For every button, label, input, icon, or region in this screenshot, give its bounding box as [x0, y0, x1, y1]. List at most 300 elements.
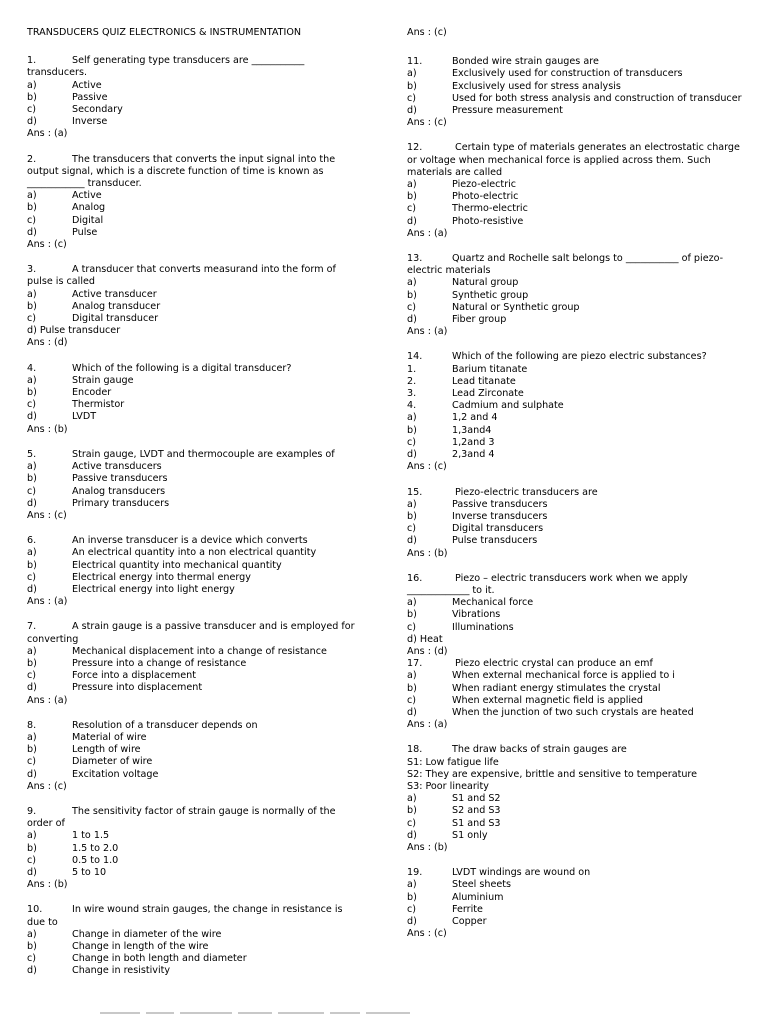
answer: Ans : (d): [407, 645, 448, 657]
option-text: Synthetic group: [452, 289, 529, 301]
question-number: 2.: [27, 153, 37, 165]
question-stem: [407, 351, 742, 363]
option-text: Excitation voltage: [72, 768, 159, 780]
option-label: b): [27, 941, 37, 952]
option: [27, 584, 359, 596]
question-stem: [27, 806, 359, 830]
option-label: d): [407, 314, 417, 326]
option: [27, 325, 359, 337]
answer: Ans : (c): [407, 928, 447, 940]
option-text: Ferrite: [452, 903, 483, 915]
option-label: d): [407, 829, 417, 841]
option: [407, 388, 742, 400]
question-number: 10.: [27, 904, 43, 916]
option-text: d) Heat: [407, 633, 443, 645]
answer: Ans : (d): [27, 337, 68, 349]
option: [407, 81, 742, 93]
option: [407, 879, 742, 891]
option-text: S3: Poor linearity: [407, 780, 489, 792]
question-text: Bonded wire strain gauges are: [452, 56, 599, 68]
option-label: a): [27, 288, 37, 300]
option: [27, 843, 359, 855]
option-text: Digital: [72, 214, 104, 226]
option-label: c): [407, 92, 417, 104]
option-label: c): [27, 571, 37, 583]
answer: Ans : (a): [407, 326, 448, 338]
question-text: An inverse transducer is a device which converts: [72, 535, 308, 547]
option-text: 0.5 to 1.0: [72, 854, 119, 866]
question-number: 5.: [27, 448, 37, 460]
option: [407, 511, 742, 523]
option: [407, 695, 742, 707]
option: [27, 80, 359, 92]
option-text: When external mechanical force is applied to i: [452, 670, 675, 682]
option: [407, 412, 742, 424]
question-number: 1.: [27, 55, 37, 67]
option: [407, 683, 742, 695]
option: [407, 314, 742, 326]
option: [27, 646, 359, 658]
option: [27, 756, 359, 768]
question-8: [27, 720, 359, 793]
question-stem: [407, 573, 742, 597]
answer: Ans : (b): [407, 547, 448, 559]
option-label: a): [407, 670, 417, 682]
answer: Ans : (a): [27, 694, 68, 706]
option-label: b): [407, 682, 417, 694]
option: [407, 277, 742, 289]
option-label: a): [407, 498, 417, 510]
option-label: b): [407, 289, 417, 301]
option: [407, 830, 742, 842]
option: [407, 818, 742, 830]
option-text: Inverse transducers: [452, 510, 548, 522]
option-text: 5 to 10: [72, 866, 107, 878]
option: [27, 744, 359, 756]
option: [407, 364, 742, 376]
option: [407, 892, 742, 904]
option: [407, 179, 742, 191]
question-number: 17.: [407, 658, 423, 670]
option: [27, 215, 359, 227]
option-label: a): [407, 793, 417, 805]
right-column: [407, 27, 742, 953]
option: [407, 904, 742, 916]
option-text: Analog transducers: [72, 485, 166, 497]
option-label: b): [407, 80, 417, 92]
option-label: a): [27, 547, 37, 559]
question-stem: [27, 264, 359, 288]
option-label: a): [27, 928, 37, 940]
question-19: [407, 867, 742, 940]
question-text: Piezo electric crystal can produce an emf: [452, 658, 653, 670]
option: [407, 425, 742, 437]
option: [27, 399, 359, 411]
option-label: d): [407, 706, 417, 718]
option-label: 1.: [407, 363, 417, 375]
document-title: TRANSDUCERS QUIZ ELECTRONICS & INSTRUMENTATION: [27, 27, 302, 38]
question-14: [407, 351, 742, 473]
option: [407, 622, 742, 634]
option-label: b): [27, 657, 37, 669]
option-text: An electrical quantity into a non electrical quantity: [72, 547, 317, 559]
option-text: Photo-resistive: [452, 215, 524, 227]
option-label: c): [27, 399, 37, 411]
option-label: c): [407, 817, 417, 829]
option: [27, 953, 359, 965]
option-label: c): [407, 621, 417, 633]
question-text: The transducers that converts the input signal into the output signal, which is a discrete function of time is known as ____________ transducer.: [27, 153, 336, 190]
option-text: Piezo-electric: [452, 179, 517, 191]
option-label: d): [407, 215, 417, 227]
option-label: a): [407, 277, 417, 289]
option-text: Passive transducers: [72, 473, 168, 485]
question-stem: [27, 55, 359, 79]
option-label: c): [27, 313, 37, 325]
option-label: c): [407, 436, 417, 448]
question-stem: [407, 487, 742, 499]
option-text: Vibrations: [452, 609, 501, 621]
option-text: Copper: [452, 916, 487, 927]
option: [27, 289, 359, 301]
option-text: Primary transducers: [72, 497, 170, 509]
question-text: The sensitivity factor of strain gauge is normally of the order of: [27, 805, 336, 830]
option: [27, 227, 359, 239]
option: [27, 301, 359, 313]
option-label: c): [27, 854, 37, 866]
option-text: Passive: [72, 91, 108, 103]
footer-faded-text: [100, 1012, 440, 1020]
option: [27, 190, 359, 202]
question-1: [27, 55, 359, 140]
option-label: b): [407, 609, 417, 621]
option-text: Secondary: [72, 104, 123, 116]
option: [27, 572, 359, 584]
question-5: [27, 449, 359, 522]
option-label: d): [27, 768, 37, 780]
option-text: Lead Zirconate: [452, 388, 524, 400]
option-label: d): [27, 116, 37, 128]
question-4: [27, 363, 359, 436]
question-stem: [27, 449, 359, 461]
answer: Ans : (c): [27, 780, 67, 792]
question-18: [407, 744, 742, 854]
option-text: Exclusively used for construction of transducers: [452, 68, 683, 80]
option-label: a): [407, 879, 417, 891]
option-text: Barium titanate: [452, 363, 528, 375]
option: [27, 498, 359, 510]
option-label: 3.: [407, 388, 417, 400]
option-label: c): [407, 523, 417, 535]
answer: Ans : (a): [27, 596, 68, 608]
option-label: c): [27, 485, 37, 497]
option-text: Digital transducers: [452, 523, 544, 535]
option: [27, 867, 359, 879]
option-text: S1 only: [452, 829, 488, 841]
option-label: a): [27, 645, 37, 657]
option: [27, 670, 359, 682]
question-stem: [407, 56, 742, 68]
option-label: b): [27, 842, 37, 854]
option-label: d): [407, 449, 417, 461]
option-text: 1,3and4: [452, 424, 492, 436]
question-number: 6.: [27, 535, 37, 547]
question-text: Which of the following is a digital transducer?: [72, 362, 292, 374]
answer: Ans : (a): [407, 227, 448, 239]
option-text: Length of wire: [72, 744, 141, 756]
option-text: Force into a displacement: [72, 670, 197, 682]
option-label: d): [407, 105, 417, 117]
option-label: d): [407, 535, 417, 547]
option-text: Exclusively used for stress analysis: [452, 80, 621, 92]
answer: Ans : (c): [27, 239, 67, 251]
question-number: 4.: [27, 362, 37, 374]
option-text: Diameter of wire: [72, 756, 153, 768]
option-label: d): [27, 866, 37, 878]
question-number: 13.: [407, 253, 423, 265]
option-label: d): [27, 583, 37, 595]
option: [27, 411, 359, 423]
option: [407, 68, 742, 80]
option-label: d): [27, 411, 37, 423]
option: [407, 400, 742, 412]
option-text: Change in both length and diameter: [72, 953, 247, 965]
option-label: a): [407, 597, 417, 609]
option-text: Change in diameter of the wire: [72, 928, 222, 940]
option: [27, 547, 359, 559]
option-text: Electrical energy into thermal energy: [72, 571, 251, 583]
option-text: S2: They are expensive, brittle and sensitive to temperature: [407, 768, 698, 780]
option-label: c): [27, 756, 37, 768]
option-text: When the junction of two such crystals are heated: [452, 706, 694, 718]
option: [27, 387, 359, 399]
option-text: S1 and S3: [452, 817, 501, 829]
option-text: 1.5 to 2.0: [72, 842, 119, 854]
option-text: When external magnetic field is applied: [452, 694, 644, 706]
option-text: 1,2 and 4: [452, 412, 498, 424]
option-text: 1,2and 3: [452, 436, 495, 448]
question-6: [27, 535, 359, 608]
option-label: d): [27, 682, 37, 694]
option: [27, 658, 359, 670]
option-label: a): [27, 79, 37, 91]
option: [27, 941, 359, 953]
question-text: Strain gauge, LVDT and thermocouple are examples of: [72, 448, 335, 460]
option-label: a): [407, 412, 417, 424]
option-label: a): [27, 374, 37, 386]
option-text: Illuminations: [452, 621, 514, 633]
option: [27, 313, 359, 325]
option-label: b): [407, 510, 417, 522]
option-text: Pressure measurement: [452, 105, 563, 117]
option-label: a): [27, 830, 37, 842]
question-13: [407, 253, 742, 338]
option-label: c): [27, 214, 37, 226]
carried-answer: Ans : (c): [407, 27, 447, 38]
option-label: b): [407, 891, 417, 903]
question-3: [27, 264, 359, 349]
option-text: d) Pulse transducer: [27, 325, 121, 337]
question-17: [407, 658, 742, 731]
option: [407, 376, 742, 388]
option: [407, 437, 742, 449]
question-stem: [407, 744, 742, 756]
option: [27, 830, 359, 842]
question-text: Piezo-electric transducers are: [452, 486, 598, 498]
option-label: 4.: [407, 400, 417, 412]
answer: Ans : (c): [407, 461, 447, 473]
question-text: Which of the following are piezo electric substances?: [452, 351, 707, 363]
option-label: a): [27, 190, 37, 202]
answer: Ans : (b): [407, 841, 448, 853]
option-text: Mechanical displacement into a change of resistance: [72, 645, 327, 657]
right-question-list: [407, 56, 742, 940]
question-text: In wire wound strain gauges, the change in resistance is due to: [27, 904, 343, 928]
option-text: Active transducers: [72, 461, 162, 473]
option: [27, 965, 359, 977]
option: [407, 793, 742, 805]
option-text: Active transducer: [72, 288, 157, 300]
question-number: 3.: [27, 264, 37, 276]
option: [407, 290, 742, 302]
option-text: Natural or Synthetic group: [452, 301, 580, 313]
answer: Ans : (a): [407, 719, 448, 731]
option-label: c): [27, 104, 37, 116]
option-text: Pulse: [72, 226, 98, 238]
answer: Ans : (c): [27, 509, 67, 521]
option: [27, 375, 359, 387]
option-text: Active: [72, 190, 102, 202]
option-text: LVDT: [72, 411, 97, 423]
option-label: d): [27, 965, 37, 977]
option-text: Aluminium: [452, 891, 504, 903]
question-text: Piezo – electric transducers work when we apply _____________ to it.: [407, 572, 688, 596]
question-stem: [27, 904, 359, 928]
option-text: Active: [72, 79, 102, 91]
option-text: Strain gauge: [72, 374, 134, 386]
option-text: Material of wire: [72, 731, 147, 743]
option-text: Natural group: [452, 277, 519, 289]
question-number: 7.: [27, 621, 37, 633]
option-label: b): [407, 424, 417, 436]
option: [27, 855, 359, 867]
answer: Ans : (b): [27, 879, 68, 891]
question-stem: [27, 621, 359, 645]
option-text: S1 and S2: [452, 793, 501, 805]
question-2: [27, 154, 359, 252]
question-stem: [407, 142, 742, 179]
question-7: [27, 621, 359, 706]
question-text: Quartz and Rochelle salt belongs to ___________ of piezo-electric materials: [407, 253, 724, 277]
question-text: Certain type of materials generates an electrostatic charge or voltage when mechanical force is applied across them. Such materials are called: [407, 142, 740, 178]
option: [407, 191, 742, 203]
question-9: [27, 806, 359, 891]
option-label: c): [407, 694, 417, 706]
option: [27, 560, 359, 572]
option-text: Lead titanate: [452, 375, 516, 387]
option: [27, 682, 359, 694]
option: [407, 499, 742, 511]
option: [407, 916, 742, 928]
option: [407, 769, 742, 781]
option-text: Analog transducer: [72, 300, 161, 312]
question-text: The draw backs of strain gauges are: [452, 744, 627, 756]
option: [407, 216, 742, 228]
question-16: [407, 573, 742, 658]
option: [407, 707, 742, 719]
question-text: Self generating type transducers are ___________ transducers.: [27, 55, 305, 79]
option-text: 1 to 1.5: [72, 830, 110, 842]
option-label: b): [407, 805, 417, 817]
option: [27, 92, 359, 104]
option-text: Cadmium and sulphate: [452, 400, 564, 412]
option: [407, 203, 742, 215]
option-text: Analog: [72, 202, 106, 214]
option-label: b): [27, 744, 37, 756]
option: [27, 486, 359, 498]
option-label: b): [27, 387, 37, 399]
option: [407, 805, 742, 817]
option: [27, 116, 359, 128]
left-question-list: [27, 55, 359, 977]
answer: Ans : (c): [407, 117, 447, 129]
option: [27, 929, 359, 941]
option-label: c): [27, 670, 37, 682]
option: [27, 473, 359, 485]
option-text: Change in resistivity: [72, 965, 171, 977]
question-stem: [27, 535, 359, 547]
option-text: Pressure into displacement: [72, 682, 203, 694]
option-text: Electrical quantity into mechanical quantity: [72, 559, 282, 571]
option-text: Mechanical force: [452, 597, 534, 609]
question-15: [407, 487, 742, 560]
option: [27, 461, 359, 473]
option-label: a): [407, 179, 417, 191]
option: [407, 105, 742, 117]
option: [27, 104, 359, 116]
option: [407, 535, 742, 547]
question-number: 12.: [407, 142, 423, 154]
option-text: Fiber group: [452, 314, 507, 326]
option-label: a): [407, 68, 417, 80]
option-text: Electrical energy into light energy: [72, 583, 235, 595]
question-11: [407, 56, 742, 129]
option-text: When radiant energy stimulates the crystal: [452, 682, 661, 694]
question-text: LVDT windings are wound on: [452, 867, 591, 879]
option: [407, 781, 742, 793]
question-12: [407, 142, 742, 240]
option-text: Pressure into a change of resistance: [72, 657, 247, 669]
option-label: b): [407, 191, 417, 203]
question-stem: [27, 363, 359, 375]
option-label: a): [27, 731, 37, 743]
question-number: 19.: [407, 867, 423, 879]
option: [407, 597, 742, 609]
question-10: [27, 904, 359, 977]
question-number: 11.: [407, 56, 423, 68]
option-text: S1: Low fatigue life: [407, 756, 499, 768]
option-label: b): [27, 202, 37, 214]
option: [407, 670, 742, 682]
option-text: Used for both stress analysis and construction of transducer: [452, 92, 742, 104]
option-text: Encoder: [72, 387, 112, 399]
option-label: d): [407, 916, 417, 927]
option-label: b): [27, 91, 37, 103]
option-label: c): [407, 203, 417, 215]
option-label: c): [407, 903, 417, 915]
option-text: Inverse: [72, 116, 108, 128]
option-text: 2,3and 4: [452, 449, 495, 461]
